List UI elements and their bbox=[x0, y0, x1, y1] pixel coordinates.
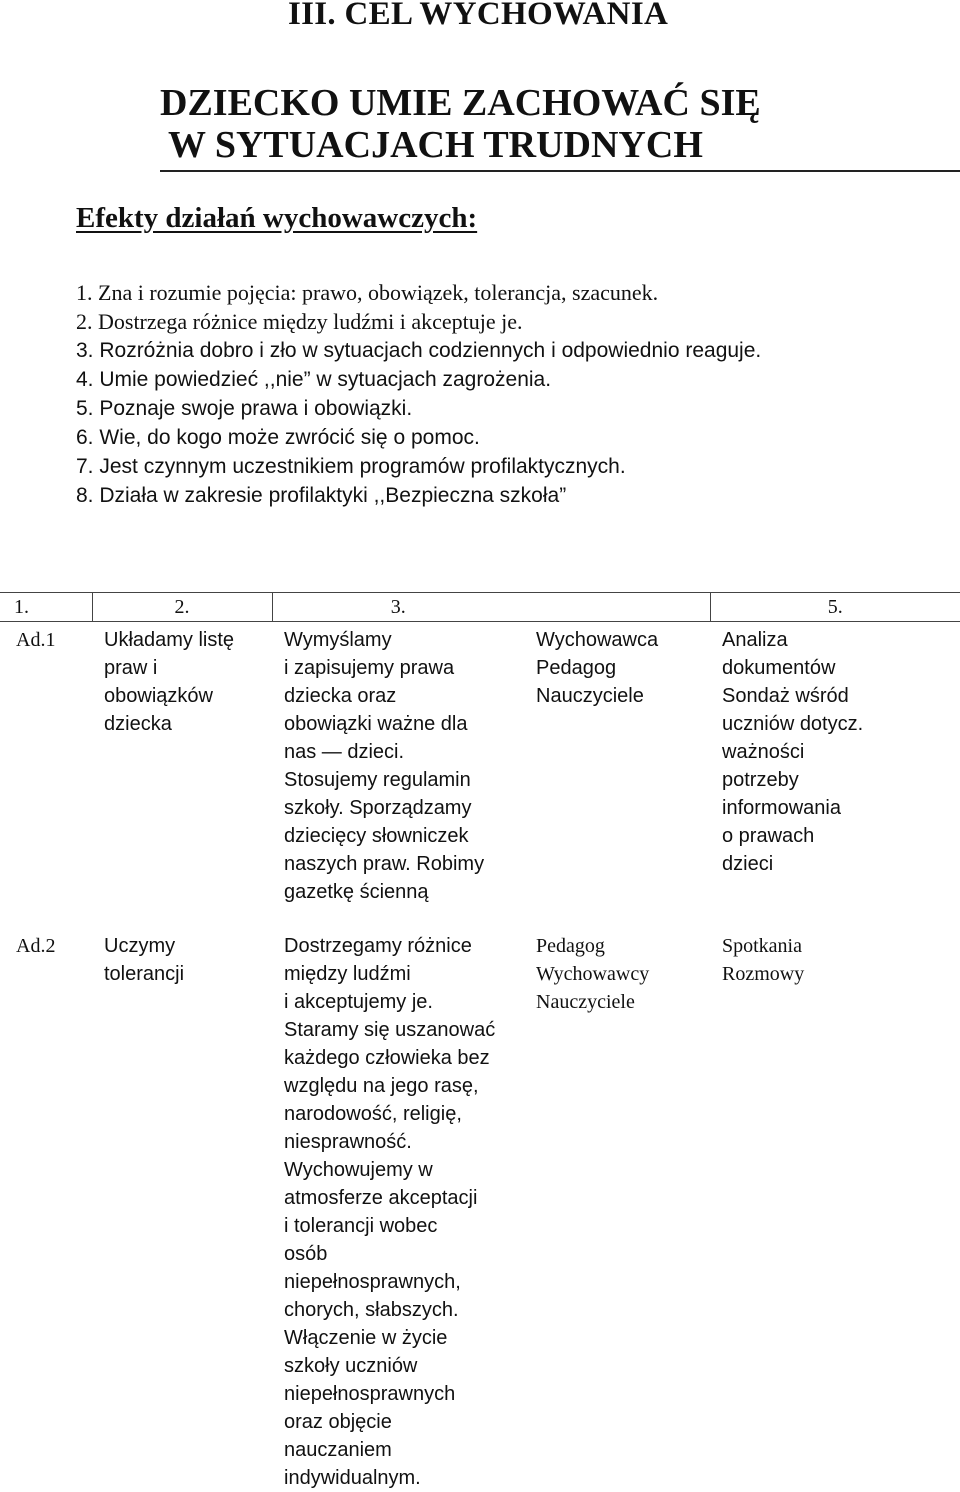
cell-line: Wychowawca bbox=[536, 629, 659, 651]
cell-line: Nauczyciele bbox=[536, 685, 644, 707]
cell-line: niepełnosprawnych bbox=[284, 1383, 456, 1405]
table-header-cell: 5. bbox=[710, 593, 960, 622]
effects-list bbox=[76, 278, 761, 510]
cell-line: Spotkania bbox=[722, 935, 802, 957]
table-header-cell: 2. bbox=[92, 593, 272, 622]
cell-line: dziecka bbox=[104, 713, 172, 735]
cell-line: Wychowawcy bbox=[536, 963, 650, 985]
cell-line: praw i bbox=[104, 657, 158, 679]
cell-line: potrzeby bbox=[722, 769, 799, 791]
table-row bbox=[0, 622, 960, 933]
cell-line: nauczaniem bbox=[284, 1439, 392, 1461]
cell-line: niesprawność. bbox=[284, 1131, 412, 1153]
cell-line: Pedagog bbox=[536, 657, 617, 679]
table-header-cell: 3. bbox=[272, 593, 524, 622]
cell-line: Stosujemy regulamin bbox=[284, 769, 471, 791]
responsible-cell bbox=[524, 932, 710, 1492]
cell-line: oraz objęcie bbox=[284, 1411, 392, 1433]
cell-line: naszych praw. Robimy bbox=[284, 853, 485, 875]
evaluation-cell bbox=[710, 622, 960, 933]
cell-line: Analiza bbox=[722, 629, 788, 651]
subtitle-line-2: W SYTUACJACH TRUDNYCH bbox=[168, 124, 703, 166]
cell-line: dziecka oraz bbox=[284, 685, 397, 707]
evaluation-cell bbox=[710, 932, 960, 1492]
cell-line: nas — dzieci. bbox=[284, 741, 405, 763]
row-number: Ad.2 bbox=[16, 935, 56, 957]
effect-item: 2. Dostrzega różnice między ludźmi i akceptuje je. bbox=[76, 309, 523, 334]
cell-line: Uczymy bbox=[104, 935, 176, 957]
effect-item: 8. Działa w zakresie profilaktyki ,,Bezpieczna szkoła” bbox=[76, 484, 567, 507]
cell-line: i zapisujemy prawa bbox=[284, 657, 455, 679]
section-heading: Efekty działań wychowawczych: bbox=[76, 202, 478, 234]
task-cell bbox=[92, 622, 272, 933]
effect-item: 1. Zna i rozumie pojęcia: prawo, obowiązek, tolerancja, szacunek. bbox=[76, 280, 659, 305]
table-row bbox=[0, 932, 960, 1492]
table-header-cell: 1. bbox=[0, 593, 92, 622]
cell-line: uczniów dotycz. bbox=[722, 713, 864, 735]
cell-line: i akceptujemy je. bbox=[284, 991, 433, 1013]
cell-line: Nauczyciele bbox=[536, 991, 635, 1013]
actions-cell bbox=[272, 622, 524, 933]
row-number: Ad.1 bbox=[16, 629, 56, 651]
effect-item: 4. Umie powiedzieć ,,nie” w sytuacjach zagrożenia. bbox=[76, 368, 552, 391]
responsible-cell bbox=[524, 622, 710, 933]
effect-item: 6. Wie, do kogo może zwrócić się o pomoc. bbox=[76, 426, 480, 449]
cell-line: osób bbox=[284, 1243, 328, 1265]
cell-line: szkoły uczniów bbox=[284, 1355, 418, 1377]
effect-item: 3. Rozróżnia dobro i zło w sytuacjach codziennych i odpowiednio reaguje. bbox=[76, 339, 762, 362]
cell-line: Sondaż wśród bbox=[722, 685, 849, 707]
cell-line: indywidualnym. bbox=[284, 1467, 421, 1489]
cell-line: między ludźmi bbox=[284, 963, 411, 985]
cell-line: względu na jego rasę, bbox=[284, 1075, 479, 1097]
task-cell bbox=[92, 932, 272, 1492]
page-title: III. CEL WYCHOWANIA bbox=[288, 0, 669, 32]
cell-line: Układamy listę bbox=[104, 629, 235, 651]
effect-item: 7. Jest czynnym uczestnikiem programów profilaktycznych. bbox=[76, 455, 626, 478]
subtitle-line-1: DZIECKO UMIE ZACHOWAĆ SIĘ bbox=[160, 82, 761, 124]
cell-line: dzieci bbox=[722, 853, 774, 875]
cell-line: obowiązki ważne dla bbox=[284, 713, 468, 735]
table-header-row bbox=[0, 593, 960, 622]
cell-line: i tolerancji wobec bbox=[284, 1215, 438, 1237]
cell-line: ważności bbox=[722, 741, 805, 763]
effect-item: 5. Poznaje swoje prawa i obowiązki. bbox=[76, 397, 413, 420]
cell-line: Staramy się uszanować bbox=[284, 1019, 496, 1041]
cell-line: atmosferze akceptacji bbox=[284, 1187, 478, 1209]
table-header-cell bbox=[524, 593, 710, 622]
cell-line: Rozmowy bbox=[722, 963, 805, 985]
cell-line: Włączenie w życie bbox=[284, 1327, 448, 1349]
cell-line: tolerancji bbox=[104, 963, 185, 985]
cell-line: Wymyślamy bbox=[284, 629, 392, 651]
subtitle bbox=[160, 82, 761, 166]
actions-cell bbox=[272, 932, 524, 1492]
cell-line: Dostrzegamy różnice bbox=[284, 935, 472, 957]
cell-line: szkoły. Sporządzamy bbox=[284, 797, 472, 819]
cell-line: gazetkę ścienną bbox=[284, 881, 429, 903]
cell-line: niepełnosprawnych, bbox=[284, 1271, 461, 1293]
cell-line: każdego człowieka bez bbox=[284, 1047, 490, 1069]
heading-rule bbox=[160, 170, 960, 172]
cell-line: Wychowujemy w bbox=[284, 1159, 433, 1181]
cell-line: narodowość, religię, bbox=[284, 1103, 462, 1125]
cell-line: o prawach bbox=[722, 825, 815, 847]
cell-line: chorych, słabszych. bbox=[284, 1299, 459, 1321]
cell-line: dokumentów bbox=[722, 657, 836, 679]
cell-line: informowania bbox=[722, 797, 841, 819]
program-table bbox=[0, 592, 960, 1492]
cell-line: dziecięcy słowniczek bbox=[284, 825, 469, 847]
cell-line: Pedagog bbox=[536, 935, 605, 957]
cell-line: obowiązków bbox=[104, 685, 213, 707]
